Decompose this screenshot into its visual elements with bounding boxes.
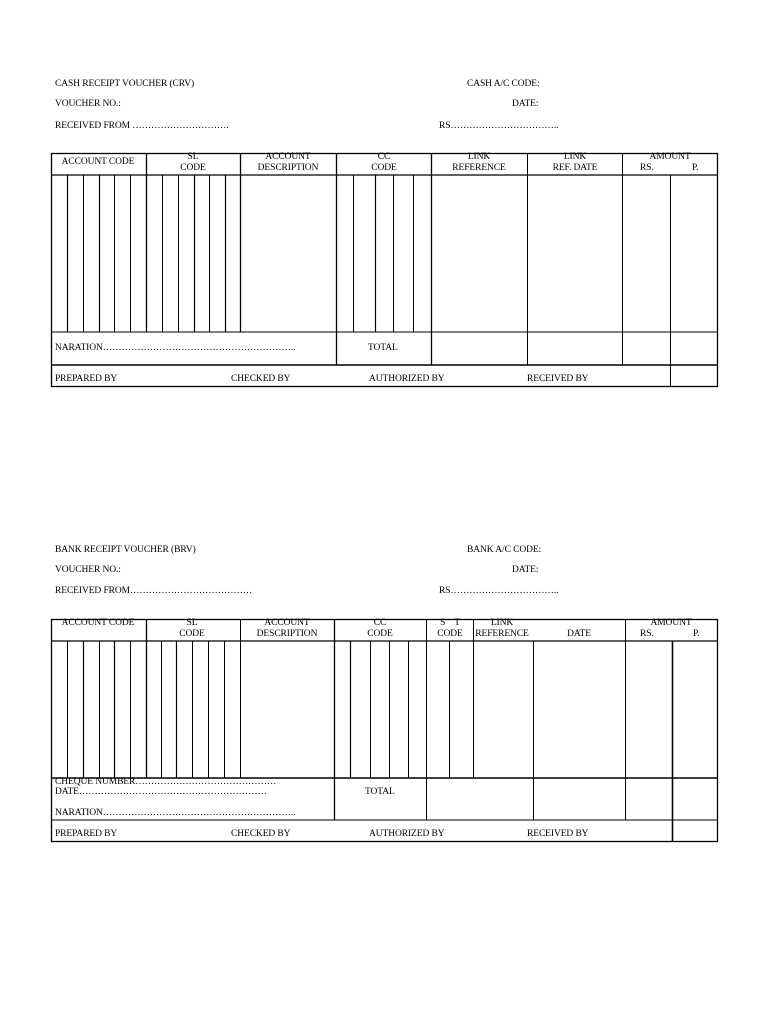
cash-naration: NARATION…………………………………………………….. [55,343,296,353]
cash-header-cc-code: CODE [371,163,397,173]
cash-header-description: DESCRIPTION [257,163,319,173]
cash-header-link-reference: REFERENCE [452,163,506,173]
cash-date-label: DATE: [512,99,539,109]
bank-header-description: DESCRIPTION [256,629,318,639]
bank-header-sl-code: CODE [179,629,205,639]
bank-cheque-date: DATE…………………………………………………… [55,787,267,797]
bank-total-label: TOTAL [365,787,395,797]
bank-header-account-code: ACCOUNT CODE [61,618,135,628]
bank-header-st: S T [440,618,460,628]
bank-voucher-no-label: VOUCHER NO.: [55,565,121,575]
cash-header-link: LINK [467,152,491,162]
bank-header-date: DATE [567,629,591,639]
cash-received-by: RECEIVED BY [527,374,589,384]
bank-header-link: LINK [490,618,514,628]
cash-header-p: P. [692,163,699,173]
bank-prepared-by: PREPARED BY [55,829,118,839]
bank-header-sl: SL [186,618,198,628]
bank-authorized-by: AUTHORIZED BY [369,829,445,839]
bank-header-cc-code: CODE [367,629,393,639]
cash-header-amount: AMOUNT [649,152,691,162]
bank-header-rs: RS. [640,629,654,639]
bank-header-p: P. [693,629,700,639]
bank-date-label: DATE: [512,565,539,575]
bank-naration: NARATION…………………………………………………….. [55,808,296,818]
cash-header-account-code: ACCOUNT CODE [61,157,135,167]
cash-header-cc: CC [377,152,391,162]
bank-rs-label: RS…………………………….. [439,586,559,596]
cash-header-rs: RS. [640,163,654,173]
cash-received-from-label: RECEIVED FROM …………………………. [55,121,229,131]
cash-header-sl-code: CODE [180,163,206,173]
bank-checked-by: CHECKED BY [231,829,291,839]
bank-header-cc: CC [373,618,387,628]
cash-header-sl: SL [187,152,199,162]
bank-header-account: ACCOUNT [264,618,310,628]
cash-header-account: ACCOUNT [265,152,311,162]
cash-total-label: TOTAL [368,343,398,353]
bank-header-link-reference: REFERENCE [475,629,529,639]
bank-received-by: RECEIVED BY [527,829,589,839]
cash-voucher-title: CASH RECEIPT VOUCHER (CRV) [55,79,195,89]
bank-header-amount: AMOUNT [650,618,692,628]
bank-voucher-title: BANK RECEIPT VOUCHER (BRV) [55,545,196,555]
cash-voucher-no-label: VOUCHER NO.: [55,99,121,109]
bank-header-st-code: CODE [437,629,463,639]
cash-rs-label: RS…………………………….. [439,121,559,131]
cash-account-code-label: CASH A/C CODE: [467,79,540,89]
cash-checked-by: CHECKED BY [231,374,291,384]
cash-header-link-date: LINK [563,152,587,162]
bank-received-from-label: RECEIVED FROM………………………………… [55,586,253,596]
cash-authorized-by: AUTHORIZED BY [369,374,445,384]
cash-prepared-by: PREPARED BY [55,374,118,384]
cash-header-ref-date: REF. DATE [552,163,598,173]
bank-account-code-label: BANK A/C CODE: [467,545,542,555]
bank-cheque-number: CHEQUE NUMBER……………………………………… [55,777,277,787]
